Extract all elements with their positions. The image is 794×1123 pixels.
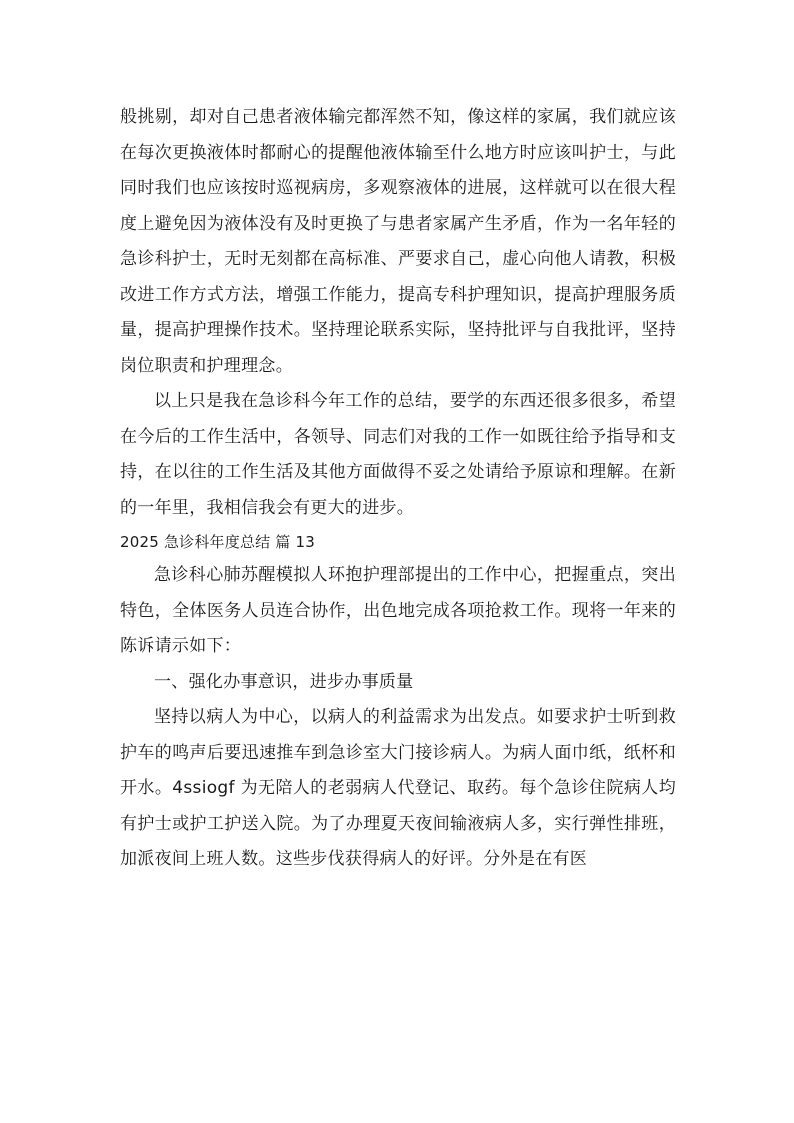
paragraph-continued: 般挑剔，却对自己患者液体输完都浑然不知，像这样的家属，我们就应该在每次更换液体时都耐心的提醒他液体输至什么地方时应该叫护士，与此同时我们也应该按时巡视病房，多观察液体的进展，这样就可以在很大程度上避免因为液体没有及时更换了与患者家属产生矛盾，作为一名年轻的急诊科护士，无时无刻都在高标准、严要求自己，虚心向他人请教，积极改进工作方式方法，增强工作能力，提高专科护理知识，提高护理服务质量，提高护理操作技术。坚持理论联系实际，坚持批评与自我批评，坚持岗位职责和护理理念。 bbox=[120, 107, 676, 376]
document-page bbox=[120, 100, 676, 878]
section-heading: 2025 急诊科年度总结 篇 13 bbox=[120, 533, 315, 551]
subsection-heading: 一、强化办事意识，进步办事质量 bbox=[154, 671, 414, 692]
paragraph-body: 坚持以病人为中心，以病人的利益需求为出发点。如要求护士听到救护车的鸣声后要迅速推车到急诊室大门接诊病人。为病人面巾纸，纸杯和开水。4ssiogf 为无陪人的老弱病人代登记、取药。每个急诊住院病人均有护士或护工护送入院。为了办理夏天夜间输液病人多，实行弹性排班，加派夜间上班人数。这些步伐获得病人的好评。分外是在有医 bbox=[120, 707, 676, 869]
paragraph-intro: 急诊科心肺苏醒模拟人环抱护理部提出的工作中心，把握重点，突出特色，全体医务人员连合协作，出色地完成各项抢救工作。现将一年来的陈诉请示如下： bbox=[120, 565, 676, 656]
paragraph-summary: 以上只是我在急诊科今年工作的总结，要学的东西还很多很多，希望在今后的工作生活中，各领导、同志们对我的工作一如既往给予指导和支持，在以往的工作生活及其他方面做得不妥之处请给予原谅和理解。在新的一年里，我相信我会有更大的进步。 bbox=[120, 391, 676, 518]
